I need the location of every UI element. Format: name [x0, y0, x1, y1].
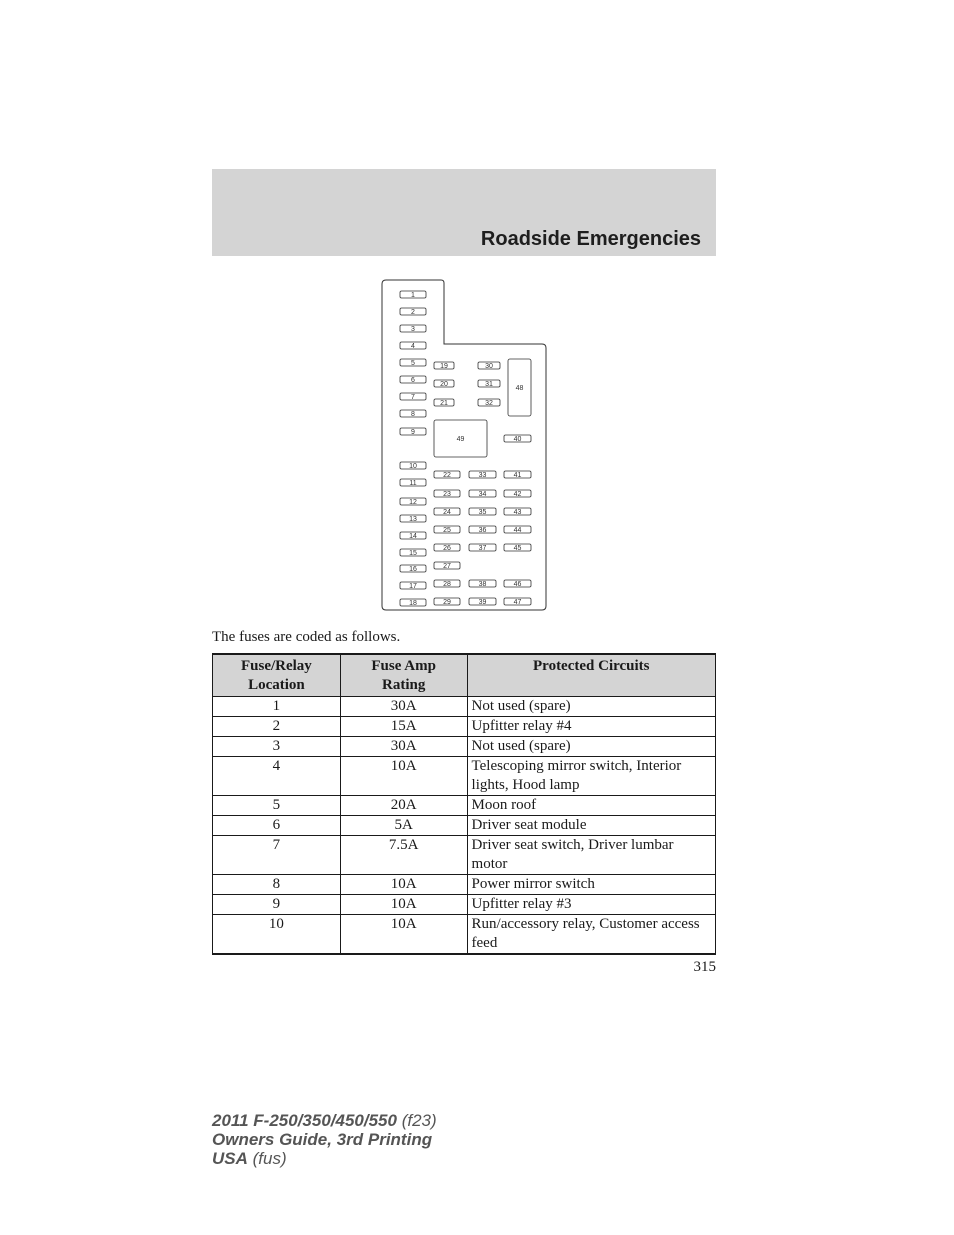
fuse-number: 39 [478, 598, 487, 606]
cell-rating: 15A [340, 717, 467, 737]
fuse-number: 48 [515, 384, 524, 392]
cell-rating: 30A [340, 697, 467, 717]
footer-model-code: (f23) [401, 1111, 437, 1130]
fuse-15 [400, 549, 426, 557]
table-row [213, 895, 716, 915]
cell-location: 2 [213, 717, 341, 737]
fuse-number: 38 [478, 580, 487, 588]
fuse-11 [400, 479, 426, 487]
footer-region-code: (fus) [252, 1149, 287, 1168]
cell-location: 7 [213, 836, 341, 875]
fuse-number: 9 [411, 428, 415, 436]
fuse-6 [400, 376, 426, 384]
fuse-number: 30 [485, 362, 493, 370]
fuse-44 [504, 526, 531, 534]
footer-region: USA [212, 1149, 248, 1168]
fuse-panel-svg [378, 278, 550, 614]
fuse-number: 10 [409, 462, 417, 470]
fuse-7 [400, 393, 426, 401]
fuse-number: 19 [440, 362, 448, 370]
fuse-number: 35 [478, 508, 487, 516]
cell-location: 4 [213, 757, 341, 796]
cell-rating: 20A [340, 796, 467, 816]
relay-48 [508, 359, 531, 416]
fuse-9 [400, 428, 426, 436]
header-location-line2: Location [248, 677, 305, 693]
fuse-number: 28 [443, 580, 451, 588]
fuse-37 [469, 544, 496, 552]
fuse-35 [469, 508, 496, 516]
table-row [213, 816, 716, 836]
fuse-number: 2 [411, 308, 415, 316]
header-circuits: Protected Circuits [467, 654, 715, 697]
footer-model: 2011 F-250/350/450/550 [212, 1111, 397, 1130]
fuse-number: 26 [443, 544, 451, 552]
fuse-number: 15 [409, 549, 417, 557]
fuse-panel-diagram [378, 278, 550, 614]
fuse-number: 22 [443, 471, 451, 479]
fuse-29 [434, 598, 460, 606]
fuse-20 [434, 380, 454, 388]
fuse-46 [504, 580, 531, 588]
footer-line-3 [212, 1149, 437, 1168]
fuse-number: 21 [440, 399, 448, 407]
fuse-1 [400, 291, 426, 299]
fuse-number: 44 [513, 526, 522, 534]
fuse-number: 20 [440, 380, 448, 388]
fuse-number: 25 [443, 526, 451, 534]
header-rating-line1: Fuse Amp [371, 658, 436, 674]
fuse-12 [400, 498, 426, 506]
fuse-21 [434, 399, 454, 407]
fuse-number: 46 [513, 580, 522, 588]
cell-rating: 5A [340, 816, 467, 836]
cell-circuits: Moon roof [467, 796, 715, 816]
fuse-39 [469, 598, 496, 606]
fuse-number: 33 [478, 471, 487, 479]
fuse-number: 1 [411, 291, 415, 299]
fuse-4 [400, 342, 426, 350]
fuse-13 [400, 515, 426, 523]
fuse-5 [400, 359, 426, 367]
fuse-40 [504, 435, 531, 443]
fuse-number: 12 [409, 498, 417, 506]
panel-outline [382, 280, 546, 610]
cell-rating: 7.5A [340, 836, 467, 875]
fuse-number: 41 [513, 471, 522, 479]
cell-rating: 10A [340, 895, 467, 915]
cell-circuits: Driver seat switch, Driver lumbar motor [467, 836, 715, 875]
cell-rating: 30A [340, 737, 467, 757]
table-row [213, 737, 716, 757]
table-row [213, 717, 716, 737]
cell-location: 8 [213, 875, 341, 895]
fuse-45 [504, 544, 531, 552]
relay-49 [434, 420, 487, 457]
table-row [213, 836, 716, 875]
fuse-number: 16 [409, 565, 417, 573]
fuse-22 [434, 471, 460, 479]
fuse-32 [478, 399, 500, 407]
fuse-number: 13 [409, 515, 417, 523]
fuse-number: 24 [443, 508, 451, 516]
fuse-31 [478, 380, 500, 388]
cell-circuits: Upfitter relay #3 [467, 895, 715, 915]
fuse-34 [469, 490, 496, 498]
fuse-38 [469, 580, 496, 588]
fuse-18 [400, 599, 426, 607]
fuse-number: 29 [443, 598, 451, 606]
section-title: Roadside Emergencies [480, 228, 701, 250]
fuse-47 [504, 598, 531, 606]
fuse-number: 18 [409, 599, 417, 607]
fuse-number: 36 [478, 526, 487, 534]
fuse-number: 32 [485, 399, 493, 407]
cell-circuits: Not used (spare) [467, 697, 715, 717]
fuse-number: 8 [411, 410, 415, 418]
header-location-line1: Fuse/Relay [240, 658, 312, 674]
document-footer [212, 1111, 437, 1168]
fuse-number: 42 [513, 490, 522, 498]
fuse-10 [400, 462, 426, 470]
footer-guide: Owners Guide, 3rd Printing [212, 1130, 433, 1149]
fuse-number: 31 [485, 380, 493, 388]
cell-circuits: Telescoping mirror switch, Interior lights, Hood lamp [467, 757, 715, 796]
table-row [213, 915, 716, 955]
fuse-33 [469, 471, 496, 479]
cell-circuits: Driver seat module [467, 816, 715, 836]
cell-location: 10 [213, 915, 341, 955]
fuse-3 [400, 325, 426, 333]
table-row [213, 757, 716, 796]
cell-circuits: Not used (spare) [467, 737, 715, 757]
fuse-number: 45 [513, 544, 522, 552]
table-row [213, 875, 716, 895]
fuse-number: 6 [411, 376, 415, 384]
fuse-16 [400, 565, 426, 573]
page-number: 315 [693, 959, 716, 975]
cell-location: 1 [213, 697, 341, 717]
fuse-number: 7 [411, 393, 415, 401]
cell-circuits: Run/accessory relay, Customer access feed [467, 915, 715, 955]
cell-rating: 10A [340, 757, 467, 796]
table-header-row [213, 654, 716, 697]
fuse-number: 17 [409, 582, 417, 590]
cell-rating: 10A [340, 875, 467, 895]
fuse-2 [400, 308, 426, 316]
fuse-number: 11 [409, 479, 417, 487]
cell-location: 5 [213, 796, 341, 816]
fuse-36 [469, 526, 496, 534]
cell-rating: 10A [340, 915, 467, 955]
footer-line-1 [212, 1111, 437, 1130]
header-location [213, 654, 341, 697]
fuse-43 [504, 508, 531, 516]
fuse-41 [504, 471, 531, 479]
header-rating [340, 654, 467, 697]
fuse-25 [434, 526, 460, 534]
fuse-26 [434, 544, 460, 552]
fuse-30 [478, 362, 500, 370]
cell-circuits: Upfitter relay #4 [467, 717, 715, 737]
fuse-number: 49 [456, 435, 465, 443]
fuse-23 [434, 490, 460, 498]
footer-line-2 [212, 1130, 437, 1149]
cell-circuits: Power mirror switch [467, 875, 715, 895]
fuse-14 [400, 532, 426, 540]
fuse-number: 43 [513, 508, 522, 516]
cell-location: 3 [213, 737, 341, 757]
fuse-number: 34 [478, 490, 487, 498]
cell-location: 9 [213, 895, 341, 915]
fuse-number: 27 [443, 562, 451, 570]
fuse-number: 47 [513, 598, 522, 606]
intro-text: The fuses are coded as follows. [212, 629, 401, 645]
fuse-number: 5 [411, 359, 415, 367]
cell-location: 6 [213, 816, 341, 836]
fuse-number: 37 [478, 544, 487, 552]
fuse-number: 23 [443, 490, 451, 498]
table-row [213, 796, 716, 816]
table-row [213, 697, 716, 717]
fuse-27 [434, 562, 460, 570]
fuse-number: 40 [513, 435, 522, 443]
section-header-band [212, 169, 716, 256]
fuse-8 [400, 410, 426, 418]
fuse-28 [434, 580, 460, 588]
fuse-19 [434, 362, 454, 370]
fuse-number: 4 [411, 342, 415, 350]
fuse-table [212, 653, 716, 955]
fuse-42 [504, 490, 531, 498]
fuse-17 [400, 582, 426, 590]
header-rating-line2: Rating [382, 677, 426, 693]
fuse-number: 3 [411, 325, 415, 333]
fuse-number: 14 [409, 532, 417, 540]
fuse-24 [434, 508, 460, 516]
